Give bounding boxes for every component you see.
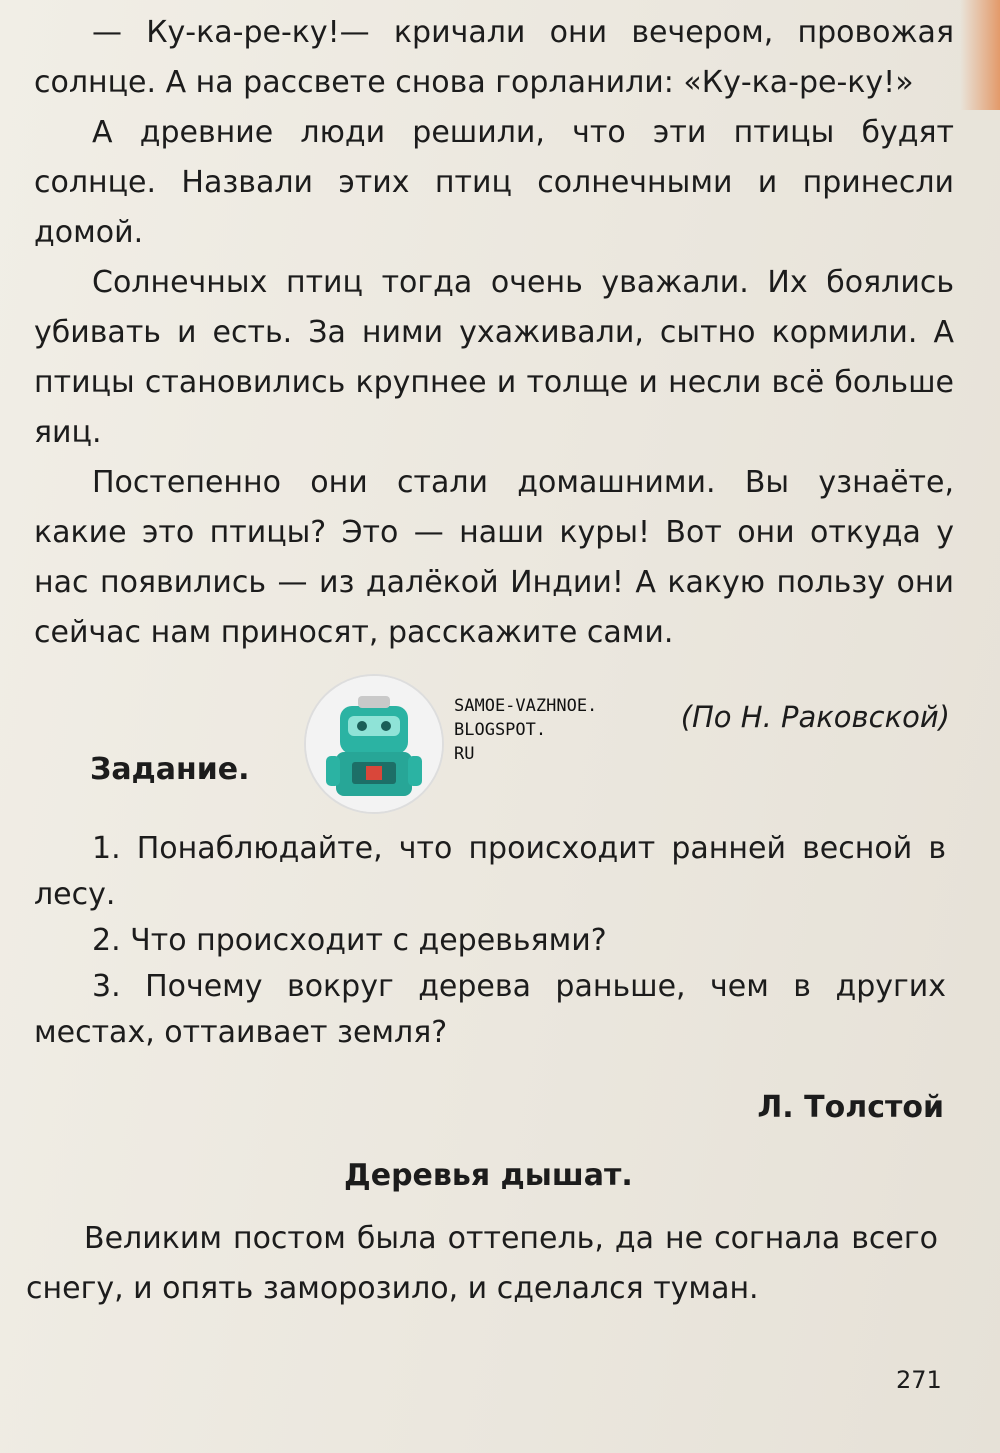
page-edge [960,0,1000,110]
author: Л. Толстой [757,1090,944,1125]
attribution: (По Н. Раковской) [680,700,950,734]
watermark-line-1: SAMOE-VAZHNOE. [454,696,598,716]
task-list [34,826,946,1056]
paragraph-1: — Ку-ка-ре-ку!— кричали они вечером, провожая солнце. А на рассвете снова горланили: «Ку-ка-ре-ку!» [34,15,954,100]
story-paragraph: Великим постом была оттепель, да не согнала всего снегу, и опять заморозило, и сделался туман. [26,1221,938,1306]
story-text-top [34,8,954,658]
watermark-text [454,694,597,766]
paragraph-3: Солнечных птиц тогда очень уважали. Их боялись убивать и есть. За ними ухаживали, сытно кормили. А птицы становились крупнее и толще и несли всё больше яиц. [34,265,954,450]
task-item: 2. Что происходит с деревьями? [92,923,607,958]
story-text-bottom [26,1214,938,1314]
task-heading: Задание. [90,752,250,787]
robot-toy-icon [306,676,442,812]
page-number: 271 [896,1366,942,1394]
task-item: 3. Почему вокруг дерева раньше, чем в других местах, оттаивает земля? [34,969,946,1050]
paragraph-4: Постепенно они стали домашними. Вы узнаёте, какие это птицы? Это — наши куры! Вот они откуда у нас появились — из далёкой Индии! А какую пользу они сейчас нам приносят, расскажите сами. [34,465,954,650]
task-item: 1. Понаблюдайте, что происходит ранней весной в лесу. [34,831,946,912]
watermark-line-3: RU [454,744,475,764]
story-title: Деревья дышат. [344,1158,633,1193]
paragraph-2: А древние люди решили, что эти птицы будят солнце. Назвали этих птиц солнечными и принесли домой. [34,115,954,250]
watermark-line-2: BLOGSPOT. [454,720,547,740]
